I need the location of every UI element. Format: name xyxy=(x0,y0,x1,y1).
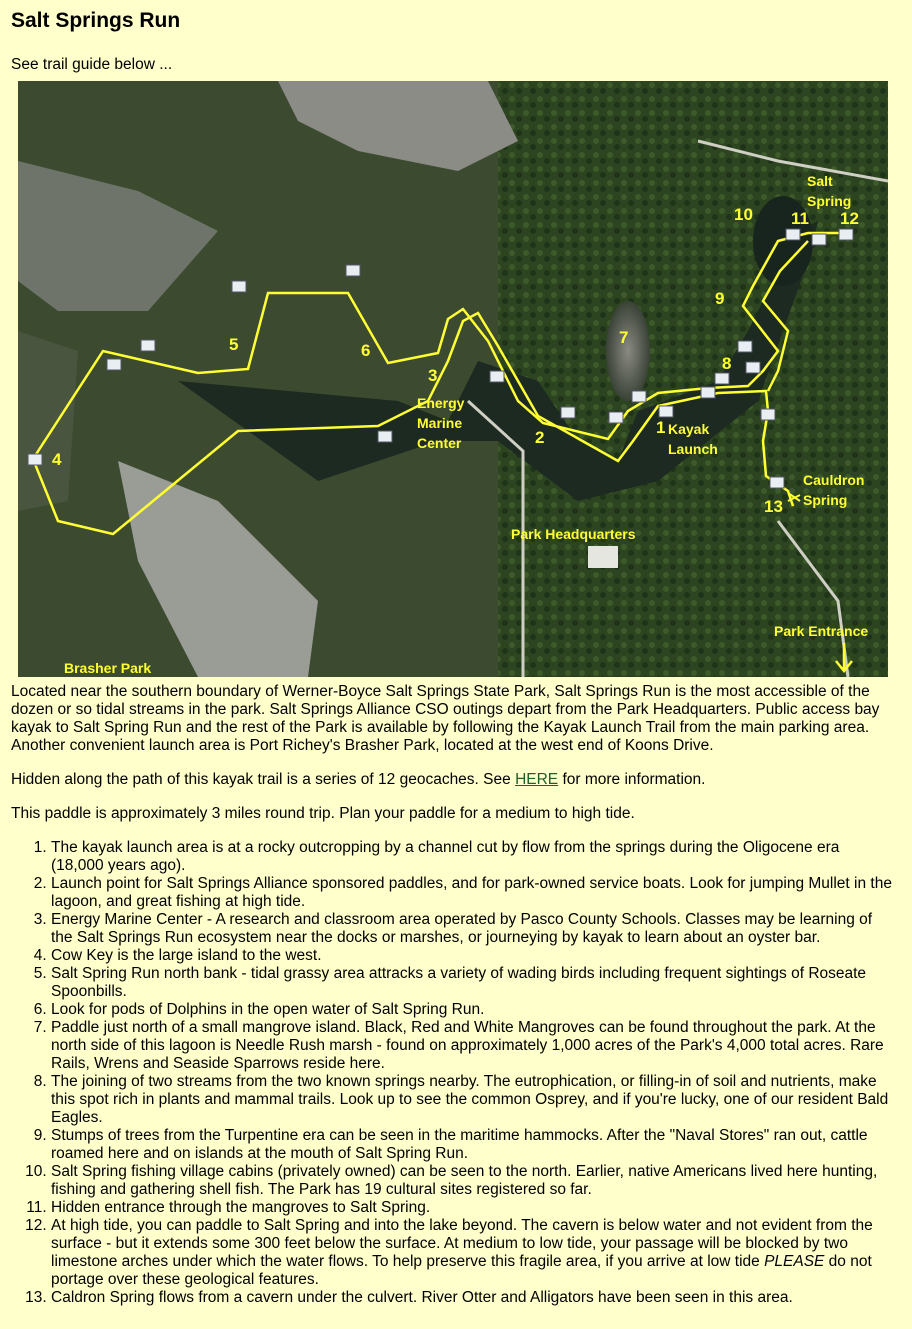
trail-map xyxy=(18,81,888,677)
stop-13: 13 xyxy=(764,497,783,516)
guide-item-6: 6. Look for pods of Dolphins in the open water of Salt Spring Run. xyxy=(51,1001,896,1019)
park-hq-building xyxy=(588,546,618,568)
label-kayak: Kayak xyxy=(668,421,710,437)
label-energy: Energy xyxy=(417,395,465,411)
please-emphasis: PLEASE xyxy=(764,1253,825,1270)
stop-1: 1 xyxy=(656,418,666,437)
label-park-headquarters: Park Headquarters xyxy=(511,526,636,542)
article-body xyxy=(11,683,896,1307)
guide-item-4: 4. Cow Key is the large island to the west. xyxy=(51,947,896,965)
label-launch: Launch xyxy=(668,441,718,457)
stop-10: 10 xyxy=(734,205,753,224)
stop-3: 3 xyxy=(428,366,438,385)
guide-item-3: 3. Energy Marine Center - A research and classroom area operated by Pasco County Schools. Classes may be learning of the Salt Springs Run ecosystem near the docks or marshes, or journeying by kayak to learn about an oyster bar. xyxy=(51,911,896,947)
lagoon xyxy=(606,301,650,401)
guide-item-11: 11. Hidden entrance through the mangroves to Salt Spring. xyxy=(51,1199,896,1217)
geocache-here-link[interactable]: HERE xyxy=(515,771,559,788)
label-park-entrance: Park Entrance xyxy=(774,623,869,639)
guide-item-13: 13. Caldron Spring flows from a cavern under the culvert. River Otter and Alligators have been seen in this area. xyxy=(51,1289,896,1307)
shore-west xyxy=(18,331,78,511)
label-brasher-park: Brasher Park xyxy=(64,660,152,676)
guide-item-2: 2. Launch point for Salt Springs Alliance sponsored paddles, and for park-owned service boats. Look for jumping Mullet in the lagoon, and great fishing at high tide. xyxy=(51,875,896,911)
guide-item-1: 1. The kayak launch area is at a rocky outcropping by a channel cut by flow from the springs during the Oligocene era (18,000 years ago). xyxy=(51,839,896,875)
guide-item-12: 12. At high tide, you can paddle to Salt Spring and into the lake beyond. The cavern is below water and not evident from the surface - but it extends some 300 feet below the surface. At medium to low tide, your passage will be blocked by two limestone arches under which the water flows. To help preserve this fragile area, if you arrive at low tide PLEASE do not portage over these geological features. xyxy=(51,1217,896,1289)
intro-text: See trail guide below ... xyxy=(11,56,173,73)
stop-4: 4 xyxy=(52,450,62,469)
stop-6: 6 xyxy=(361,341,371,360)
stop-5: 5 xyxy=(229,335,239,354)
guide-item-5: 5. Salt Spring Run north bank - tidal grassy area attracks a variety of wading birds including frequent sightings of Roseate Spoonbills. xyxy=(51,965,896,1001)
stop-2: 2 xyxy=(535,428,545,447)
guide-item-8: 8. The joining of two streams from the two known springs nearby. The eutrophication, or filling-in of soil and nutrients, make this spot rich in plants and mammal trails. Look up to see the common Osprey, and if you're lucky, one of our resident Bald Eagles. xyxy=(51,1073,896,1127)
trail-guide-list xyxy=(11,839,896,1307)
label-spring: Spring xyxy=(807,193,852,209)
description-paragraph: Located near the southern boundary of Werner-Boyce Salt Springs State Park, Salt Springs Run is the most accessible of the dozen or so tidal streams in the park. Salt Springs Alliance CSO outings depart from the Park Headquarters. Public access bay kayak to Salt Spring Run and the rest of the Park is available by following the Kayak Launch Trail from the main parking area. Another convenient launch area is Port Richey's Brasher Park, located at the west end of Koons Drive. xyxy=(11,683,880,754)
guide-item-9: 9. Stumps of trees from the Turpentine era can be seen in the maritime hammocks. After the "Naval Stores" ran out, cattle roamed here and on islands at the mouth of Salt Spring Run. xyxy=(51,1127,896,1163)
label-marine: Marine xyxy=(417,415,463,431)
paddle-info-paragraph: This paddle is approximately 3 miles round trip. Plan your paddle for a medium to high tide. xyxy=(11,805,635,822)
stop-9: 9 xyxy=(715,289,725,308)
stop-7: 7 xyxy=(619,328,629,347)
label-center: Center xyxy=(417,435,462,451)
label-cauldron-spring: Spring xyxy=(803,492,848,508)
page-title: Salt Springs Run xyxy=(11,9,181,32)
stop-8: 8 xyxy=(722,354,732,373)
label-cauldron: Cauldron xyxy=(803,472,865,488)
label-salt: Salt xyxy=(807,173,833,189)
geocache-paragraph xyxy=(11,771,896,789)
stop-11: 11 xyxy=(791,209,809,228)
map-image xyxy=(18,81,888,677)
geocache-text-after: for more information. xyxy=(558,771,706,788)
guide-item-7: 7. Paddle just north of a small mangrove island. Black, Red and White Mangroves can be found throughout the park. At the north side of this lagoon is Needle Rush marsh - found on approximately 1,000 acres of the Park's 4,000 total acres. Rare Rails, Wrens and Seaside Sparrows reside here. xyxy=(51,1019,896,1073)
guide-item-10: 10. Salt Spring fishing village cabins (privately owned) can be seen to the north. Earlier, native Americans lived here hunting, fishing and gathering shell fish. The Park has 19 cultural sites registered so far. xyxy=(51,1163,896,1199)
stop-12: 12 xyxy=(840,209,859,228)
geocache-text-before: Hidden along the path of this kayak trail is a series of 12 geocaches. See xyxy=(11,771,516,788)
